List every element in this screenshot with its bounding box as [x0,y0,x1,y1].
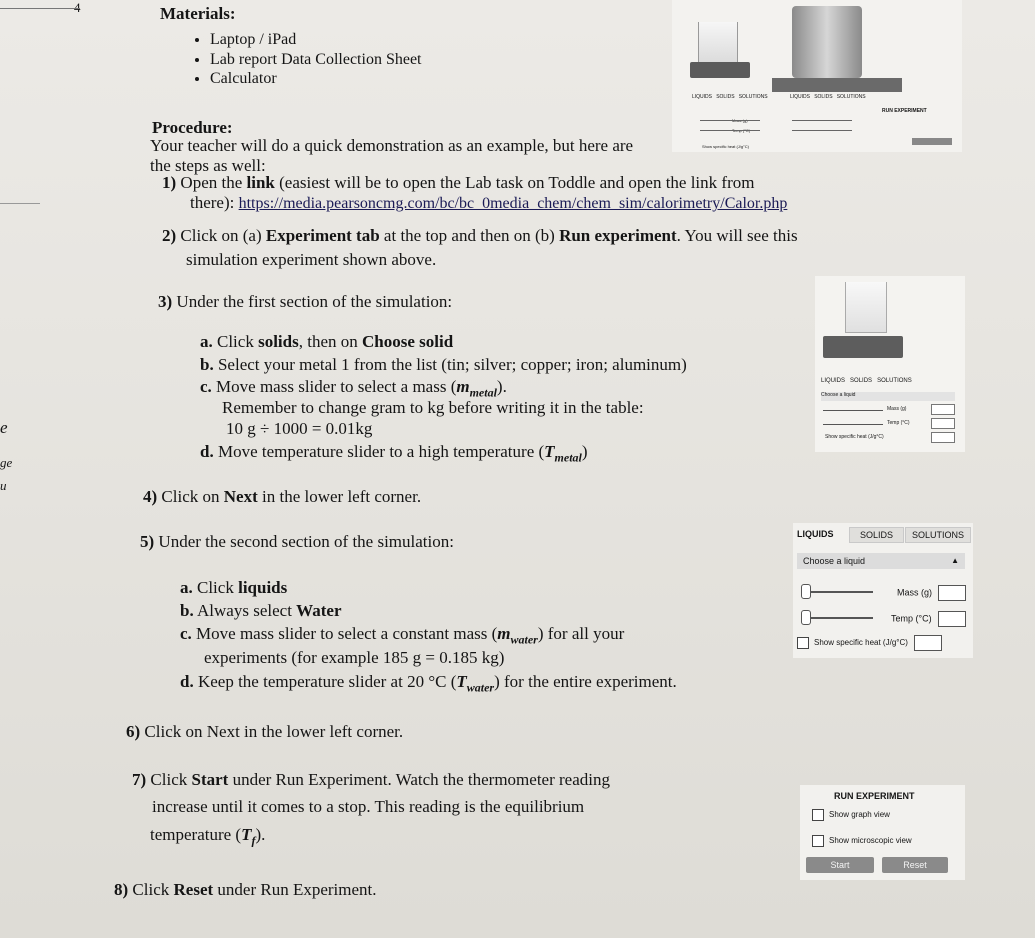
symbol: T [544,442,555,461]
materials-item: • Calculator [210,69,421,89]
small-slider[interactable] [823,410,883,411]
step7-line3 [150,825,265,848]
graph-view-checkbox[interactable] [812,809,824,821]
small-choose[interactable]: Choose a liquid [821,392,955,401]
top-tabs-2 [790,94,866,100]
small-temp: Temp (°C) [887,420,910,426]
microscopic-view-row [812,835,912,847]
step7-bold: Start [191,770,229,789]
top-slider-line [700,120,760,121]
specific-heat-label: Show specific heat (J/g°C) [814,638,908,648]
margin-fragment: e [0,418,8,437]
step7-line1 [132,770,610,790]
small-tabs [821,378,912,384]
step5-b-bold: Water [296,601,342,620]
step1-line2-text: there): [190,193,239,212]
top-tab[interactable]: LIQUIDS [790,94,811,100]
step3-a [200,332,453,352]
run-experiment-title: RUN EXPERIMENT [834,791,915,801]
top-button [912,138,952,145]
subscript: metal [469,385,497,400]
sub-label: a. [180,578,193,597]
mass-label-text: Mass (g) [897,587,933,598]
graph-view-label: Show graph view [829,810,890,820]
step2-pre: Click on (a) [180,226,266,245]
materials-list [170,30,421,89]
small-tab[interactable]: LIQUIDS [821,378,846,384]
step2-post: . You will see this [676,226,798,245]
step4-bold: Next [223,487,258,506]
top-heat-label: Show specific heat (J/g°C) [702,144,749,149]
step6-text: Click on Next in the lower left corner. [144,722,404,741]
step3-a-bold2: Choose solid [362,332,454,351]
step8-post: under Run Experiment. [213,880,377,899]
specific-heat-row [797,635,942,651]
step5-c [180,624,624,647]
top-tab[interactable]: SOLIDS [716,94,735,100]
step5-a-bold: liquids [238,578,288,597]
subscript: f [251,833,256,848]
simulation-link[interactable]: https://media.pearsoncmg.com/bc/bc_0media_chem/chem_sim/calorimetry/Calor.php [238,195,788,212]
step3-c-line2: Remember to change gram to kg before writing it in the table: [222,398,644,417]
step2-line1 [162,226,798,246]
step3-a-bold1: solids [258,332,299,351]
step5-a-pre: Click [197,578,239,597]
small-simulation-image [815,276,965,452]
sub-label: b. [180,601,194,620]
panel-tab-solutions[interactable]: SOLUTIONS [905,527,971,543]
step3-text: Under the first section of the simulation: [176,292,453,311]
sub-label: b. [200,355,214,374]
step1-pre: Open the [180,173,247,192]
step1-line2 [190,193,787,213]
step8-pre: Click [132,880,174,899]
step3-d [200,442,588,465]
materials-item: • Lab report Data Collection Sheet [210,50,421,70]
temp-slider-track[interactable] [803,617,873,619]
procedure-intro-line2: the steps as well: [150,156,266,175]
materials-item: • Laptop / iPad [210,30,421,50]
step2-line2: simulation experiment shown above. [186,250,437,269]
step3-a-pre: Click [217,332,259,351]
step5-line [140,532,454,552]
choose-liquid-dropdown[interactable] [797,553,965,569]
graph-view-row [812,809,890,821]
top-tab[interactable]: LIQUIDS [692,94,713,100]
step-number: 4) [143,487,158,506]
step5-c-post: ) for all your [537,624,625,643]
step-number: 3) [158,292,173,311]
procedure-intro-line1: Your teacher will do a quick demonstration as an example, but here are [150,136,634,155]
step7-line2: increase until it comes to a stop. This reading is the equilibrium [152,797,585,816]
small-box [931,404,955,415]
step4-line [143,487,421,507]
subscript: water [510,632,538,647]
mass-label [897,585,966,601]
step5-b [180,601,342,621]
top-slider-line [792,130,852,131]
sub-label: c. [200,377,212,396]
top-tabs [692,94,768,100]
step3-d-post: ) [581,442,588,461]
step5-c-text: Move mass slider to select a constant mass ( [196,624,498,643]
symbol: T [241,825,252,844]
step3-line [158,292,452,312]
temp-input[interactable] [938,611,966,627]
step-number: 5) [140,532,155,551]
symbol: m [497,624,511,643]
small-box [931,418,955,429]
step7-line3-post: ). [255,825,266,844]
temp-slider-knob[interactable] [801,610,811,625]
top-tab[interactable]: SOLIDS [814,94,833,100]
procedure-heading: Procedure: [152,118,233,137]
step7-line3-text: temperature ( [150,825,242,844]
temp-label-text: Temp (°C) [891,613,932,624]
mass-input[interactable] [938,585,966,601]
panel-tab-solids[interactable]: SOLIDS [849,527,904,543]
step5-c-line2: experiments (for example 185 g = 0.185 kg) [204,648,505,667]
step8-line [114,880,377,900]
small-box [931,432,955,443]
scale-icon [690,62,750,78]
step-number: 6) [126,722,141,741]
run-experiment-panel [800,785,965,880]
step3-c-equation: 10 g ÷ 1000 = 0.01kg [226,419,373,438]
sub-label: d. [180,672,194,691]
top-tab[interactable]: SOLUTIONS [836,94,866,100]
panel-tab-liquids[interactable]: LIQUIDS [797,529,834,539]
microscopic-view-label: Show microscopic view [829,836,912,846]
calorimeter-base-icon [772,78,902,92]
top-run-title: RUN EXPERIMENT [882,108,927,114]
step3-c [200,377,507,400]
sub-label: c. [180,624,192,643]
step4-post: in the lower left corner. [257,487,422,506]
symbol: T [456,672,467,691]
top-slider-line [700,130,760,131]
step3-c-text: Move mass slider to select a mass ( [216,377,457,396]
choose-liquid-label: Choose a liquid [803,556,866,566]
start-button[interactable]: Start [806,857,874,873]
liquids-panel [793,523,973,658]
symbol: m [456,377,470,396]
step2-bold1: Experiment tab [265,226,380,245]
step1-post: (easiest will be to open the Lab task on Toddle and open the link from [274,173,755,192]
beaker-icon [845,282,887,333]
small-tab[interactable]: SOLIDS [850,378,873,384]
step3-a-mid: , then on [298,332,363,351]
materials-heading: Materials: [160,4,236,23]
sub-label: d. [200,442,214,461]
step-number: 1) [162,173,177,192]
step3-b [200,355,687,375]
step3-c-post: ). [496,377,507,396]
step5-d-post: ) for the entire experiment. [494,672,677,691]
mass-slider-track[interactable] [803,591,873,593]
sub-label: a. [200,332,213,351]
beaker-small-icon [698,22,738,63]
margin-line [0,8,80,9]
step8-bold: Reset [173,880,214,899]
specific-heat-input[interactable] [914,635,942,651]
microscopic-view-checkbox[interactable] [812,835,824,847]
margin-line [0,203,40,204]
step4-pre: Click on [161,487,224,506]
subscript: metal [554,450,582,465]
step5-text: Under the second section of the simulation: [158,532,454,551]
top-tab[interactable]: SOLUTIONS [738,94,768,100]
step7-pre: Click [150,770,192,789]
step2-bold2: Run experiment [559,226,677,245]
reset-button[interactable]: Reset [882,857,948,873]
step1-bold: link [246,173,275,192]
small-mass: Mass (g) [887,406,907,412]
margin-fragment: u [0,478,7,493]
top-slider-line [792,120,852,121]
step3-d-text: Move temperature slider to a high temperature ( [217,442,545,461]
small-tab[interactable]: SOLUTIONS [877,378,912,384]
margin-fragment: ge [0,455,13,470]
step7-post: under Run Experiment. Watch the thermometer reading [228,770,610,789]
step6-line [126,722,403,742]
specific-heat-checkbox[interactable] [797,637,809,649]
caret-up-icon: ▲ [951,556,959,565]
step5-d-text: Keep the temperature slider at 20 °C ( [197,672,457,691]
step1-line1 [162,173,754,193]
step5-b-pre: Always select [197,601,297,620]
step-number: 2) [162,226,177,245]
step5-a [180,578,287,598]
small-slider[interactable] [823,424,883,425]
calorimeter-icon [792,6,862,78]
top-simulation-image [672,0,962,152]
small-heat: Show specific heat (J/g°C) [825,434,884,440]
temp-label [891,611,966,627]
step3-b-text: Select your metal 1 from the list (tin; silver; copper; iron; aluminum) [217,355,687,374]
step-number: 7) [132,770,147,789]
step5-d [180,672,677,695]
scale-icon [823,336,903,358]
step-number: 8) [114,880,129,899]
mass-slider-knob[interactable] [801,584,811,599]
subscript: water [466,680,495,695]
step2-mid: at the top and then on (b) [379,226,560,245]
